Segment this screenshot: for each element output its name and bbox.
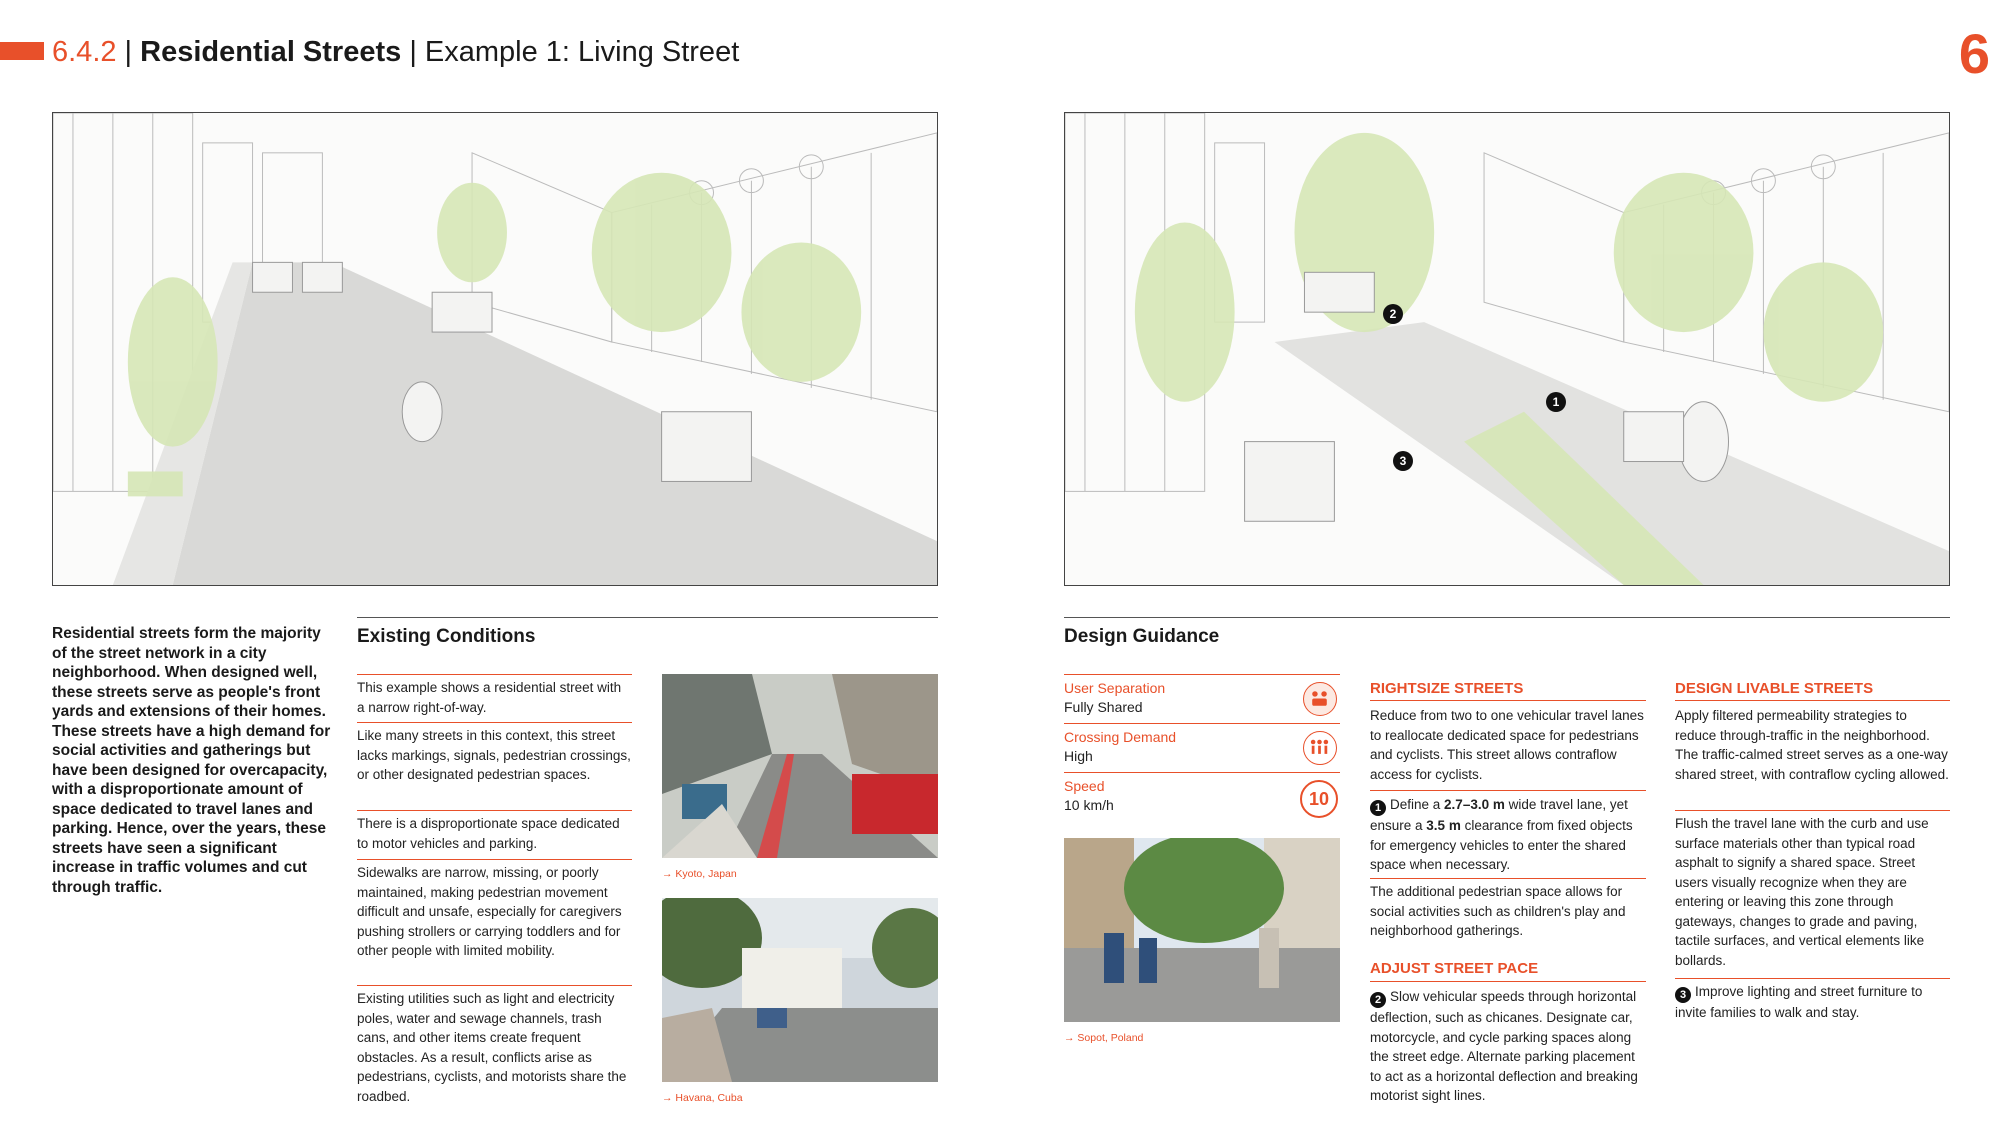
rightsize-paragraph-3: The additional pedestrian space allows for social activities such as children's play and neighborhood gatherings. [1370,884,1626,938]
livable-paragraph-3: 3 Improve lighting and street furniture to invite families to walk and stay. [1675,984,1923,1020]
number-2-icon: 2 [1370,992,1386,1008]
existing-conditions-heading: Existing Conditions [357,626,536,647]
existing-rule-2 [357,722,632,723]
redesigned-street-illustration [1064,112,1950,586]
livable-paragraph-2: Flush the travel lane with the curb and use surface materials other than typical road asphalt to signify a shared space. Street users visually recognize when they are entering or leaving this zone through gateways, changes to grade and paving, tactile surfaces, and vertical elements like bollards. [1675,816,1929,968]
pace-paragraph: 2 Slow vehicular speeds through horizontal deflection, such as chicanes. Designate car, motorcycle, and cycle parking spaces along the street edge. Alternate parking placement to act as a horizontal deflection and breaking motorist sight lines. [1370,989,1638,1103]
existing-paragraph-3: There is a disproportionate space dedicated to motor vehicles and parking. [357,816,620,851]
speed-limit-badge: 10 [1300,780,1338,818]
adjust-street-pace-heading: ADJUST STREET PACE [1370,960,1539,977]
existing-heading-rule [357,617,938,618]
livable-rule-1 [1675,700,1950,701]
sopot-photo [1064,838,1340,1022]
rightsize-streets-heading: RIGHTSIZE STREETS [1370,680,1524,697]
pace-rule [1370,981,1646,982]
speed-value: 10 km/h [1064,797,1114,813]
speed-label: Speed [1064,778,1105,794]
rightsize-paragraph-1: Reduce from two to one vehicular travel lanes to reallocate dedicated space for pedestrians and cyclists. This street allows contraflow access for cyclists. [1370,708,1644,782]
livable-paragraph-1: Apply filtered permeability strategies to reduce through-traffic in the neighborhood. The traffic-calmed street serves as a one-way shared street, with contraflow cycling allowed. [1675,708,1949,782]
metric-rule-2 [1064,723,1340,724]
user-separation-label: User Separation [1064,680,1166,696]
marker-1: 1 [1546,392,1566,412]
havana-caption: → Havana, Cuba [662,1092,743,1104]
existing-rule-1 [357,674,632,675]
existing-paragraph-4: Sidewalks are narrow, missing, or poorly maintained, making pedestrian movement difficult and unsafe, especially for caregivers pushing strollers or carrying toddlers and for other people with limited mobility. [357,865,622,958]
existing-paragraph-2: Like many streets in this context, this street lacks markings, signals, pedestrian crossings, or other designated pedestrian spaces. [357,728,631,782]
marker-3: 3 [1393,451,1413,471]
number-3-icon: 3 [1675,987,1691,1003]
sopot-caption: → Sopot, Poland [1064,1032,1144,1044]
kyoto-caption: → Kyoto, Japan [662,868,737,880]
guidance-heading-rule [1064,617,1950,618]
intro-paragraph: Residential streets form the majority of the street network in a city neighborhood. When designed well, these streets serve as people's front yards and extensions of their homes. These streets have a high demand for social activities and gatherings but have been designed for overcapacity, with a disproportionate amount of space dedicated to travel lanes and parking. Hence, over the years, these streets have seen a significant increase in traffic volumes and cut through traffic. [52,625,331,896]
header-accent-bar [0,42,44,60]
design-livable-streets-heading: DESIGN LIVABLE STREETS [1675,680,1874,697]
user-separation-value: Fully Shared [1064,699,1143,715]
title-separator-2: | [401,36,425,68]
existing-street-illustration [52,112,938,586]
existing-rule-5 [357,985,632,986]
number-1-icon: 1 [1370,800,1386,816]
metric-rule-1 [1064,674,1340,675]
section-title: Residential Streets [140,36,402,68]
rightsize-paragraph-2: 1 Define a 2.7–3.0 m wide travel lane, yet ensure a 3.5 m clearance from fixed objects for emergency vehicles to enter the shared space when necessary. [1370,797,1633,872]
livable-rule-2 [1675,810,1950,811]
metric-rule-3 [1064,772,1340,773]
shared-users-icon [1303,682,1337,716]
existing-rule-3 [357,810,632,811]
existing-rule-4 [357,859,632,860]
design-guidance-heading: Design Guidance [1064,626,1220,647]
havana-photo [662,898,938,1082]
crossing-demand-value: High [1064,748,1093,764]
section-number: 6.4.2 [52,36,117,68]
chapter-number: 6 [1958,22,1990,85]
pedestrians-icon [1303,731,1337,765]
existing-paragraph-5: Existing utilities such as light and electricity poles, water and sewage channels, trash cans, and other items create frequent obstacles. As a result, conflicts arise as pedestrians, cyclists, and motorists share the roadbed. [357,991,627,1104]
existing-paragraph-1: This example shows a residential street with a narrow right-of-way. [357,680,622,715]
rightsize-rule-2 [1370,790,1646,791]
kyoto-photo [662,674,938,858]
marker-2: 2 [1383,304,1403,324]
rightsize-rule-1 [1370,700,1646,701]
crossing-demand-label: Crossing Demand [1064,729,1177,745]
livable-rule-3 [1675,978,1950,979]
page-title [52,34,739,70]
title-separator: | [116,36,141,68]
example-title: Example 1: Living Street [424,36,740,68]
rightsize-rule-3 [1370,878,1646,879]
